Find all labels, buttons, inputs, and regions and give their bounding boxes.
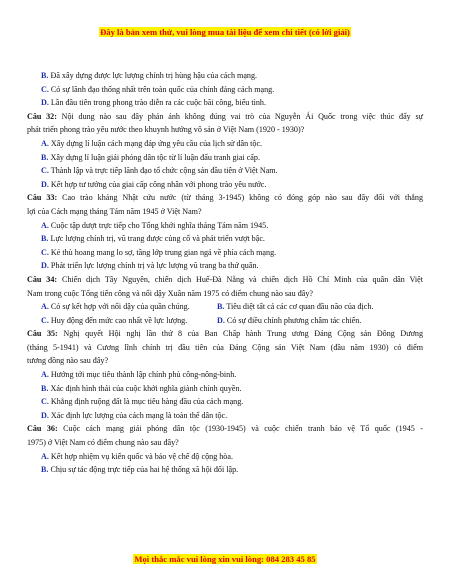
question-34: [27, 273, 423, 287]
option-letter: C.: [41, 397, 49, 407]
option-letter: D.: [41, 410, 49, 420]
question-text-continued: 1975) ở Việt Nam có điểm chung nào sau đây?: [27, 438, 179, 448]
option-text: Xác định lực lượng của cách mạng là toàn thể dân tộc.: [50, 410, 228, 420]
option-text: Khẳng định ruộng đất là mục tiêu hàng đầu của cách mạng.: [50, 397, 244, 407]
option-letter: A.: [41, 138, 49, 148]
option-letter: D.: [217, 315, 225, 325]
option-text: Kết hợp nhiệm vụ kiến quốc và bảo vệ chế độ cộng hòa.: [50, 451, 233, 461]
option-letter: A.: [41, 451, 49, 461]
option-text: Lực lượng chính trị, vũ trang được củng cố và phát triển vượt bậc.: [50, 234, 265, 244]
option-line: [27, 83, 423, 97]
option-line: [27, 219, 423, 233]
option-line: [27, 259, 423, 273]
option-line: [27, 151, 423, 165]
option-line: [27, 382, 423, 396]
option-text: Kẻ thù hoang mang lo sợ, tầng lớp trung gian ngả về phía cách mạng.: [50, 247, 277, 257]
question-label: Câu 32:: [27, 111, 57, 121]
question-label: Câu 36:: [27, 424, 58, 434]
question-text: Chiến dịch Tây Nguyên, chiến dịch Huế-Đà Nẵng và chiến dịch Hồ Chí Minh của quân dân Việt: [61, 274, 423, 284]
option-letter: D.: [41, 261, 49, 271]
option-line: [27, 395, 423, 409]
option-line: [27, 178, 423, 192]
option-letter: B.: [41, 152, 49, 162]
document-body: [27, 69, 423, 477]
option-letter: D.: [41, 179, 49, 189]
option-letter: A.: [41, 302, 49, 312]
option-letter: B.: [41, 71, 49, 80]
preview-notice-text: Đây là bản xem thử, vui lòng mua tài liệu để xem chi tiết (có lời giải): [100, 27, 350, 37]
option-line: [27, 137, 423, 151]
question-text-continued: (tháng 5-1941) và Cương lĩnh chính trị đầu tiên của Đảng Cộng sản Việt Nam (đầu năm 1930) có điểm: [27, 342, 423, 352]
option-line: [27, 450, 423, 464]
option-letter: B.: [41, 383, 49, 393]
option-line: [27, 96, 423, 110]
option-text: Hướng tới mục tiêu thành lập chính phủ công-nông-binh.: [50, 370, 237, 380]
option-letter: C.: [41, 166, 49, 176]
question-text: Cuộc cách mạng giải phóng dân tộc (1930-1945) và cuộc chiến tranh bảo vệ Tổ quốc (1945 -: [63, 424, 423, 434]
option-letter: C.: [41, 247, 49, 257]
option-text: Tiêu diệt tất cả các cơ quan đầu não của địch.: [226, 302, 374, 312]
option-row: [27, 314, 423, 328]
option-line: [27, 69, 423, 83]
option-line: [27, 246, 423, 260]
option-text: Xây dựng lí luận giải phóng dân tộc từ lí luận đấu tranh giai cấp.: [50, 152, 260, 162]
option-text: Xác định hình thái của cuộc khởi nghĩa giành chính quyền.: [50, 383, 242, 393]
option-text: Chịu sự tác động trực tiếp của hai hệ thống xã hội đối lập.: [50, 465, 239, 475]
question-text: Nội dung nào sau đây phản ánh không đúng vai trò của Nguyễn Ái Quốc trong việc thúc đẩy sự: [61, 111, 423, 121]
option-text: Có sự kết hợp với nổi dậy của quần chúng.: [50, 302, 190, 312]
option-line: [27, 463, 423, 477]
option-letter: C.: [41, 84, 49, 94]
option-text: Xây dựng lí luận cách mạng đáp ứng yêu cầu của lịch sử dân tộc.: [50, 138, 263, 148]
option-text: Thành lập và trực tiếp lãnh đạo tổ chức cộng sản đầu tiên ở Việt Nam.: [50, 166, 278, 176]
question-text: Cao trào kháng Nhật cứu nước (từ tháng 3-1945) không có đóng góp nào sau đây đối với thắng: [62, 193, 423, 203]
option-letter: B.: [217, 302, 225, 312]
option-letter: D.: [41, 98, 49, 108]
option-line: [27, 409, 423, 423]
question-label: Câu 35:: [27, 329, 58, 339]
option-text: Đã xây dựng được lực lượng chính trị hùng hậu của cách mạng.: [50, 71, 258, 80]
option-cell: [217, 314, 361, 328]
option-cell: [217, 300, 373, 314]
question-33: [27, 191, 423, 205]
option-text: Cuộc tập dượt trực tiếp cho Tổng khởi nghĩa tháng Tám năm 1945.: [50, 220, 269, 230]
question-text-continued: Nam trong cuộc Tổng tiến công và nổi dậy Xuân năm 1975 có điểm chung nào sau đây?: [27, 288, 313, 298]
option-letter: B.: [41, 234, 49, 244]
question-text-continued: tương đồng nào sau đây?: [27, 356, 109, 366]
option-letter: B.: [41, 465, 49, 475]
option-cell: [41, 314, 217, 328]
option-text: Huy động đến mức cao nhất về lực lượng.: [50, 315, 188, 325]
option-text: Phát triển lực lượng chính trị và lực lượng vũ trang ba thứ quân.: [50, 261, 259, 271]
question-text-continued: lợi của Cách mạng tháng Tám năm 1945 ở Việt Nam?: [27, 206, 202, 216]
question-text-continued: phát triển phong trào yêu nước theo khuynh hướng vô sản ở Việt Nam (1920 - 1930)?: [27, 125, 305, 135]
option-letter: A.: [41, 220, 49, 230]
option-letter: A.: [41, 370, 49, 380]
option-text: Kết hợp tư tưởng của giai cấp công nhân với phong trào yêu nước.: [50, 179, 267, 189]
option-text: Có sự điều chỉnh phương châm tác chiến.: [226, 315, 362, 325]
question-label: Câu 34:: [27, 274, 58, 284]
question-text: Nghị quyết Hội nghị lần thứ 8 của Ban Chấp hành Trung ương Đảng Cộng sản Đông Dương: [63, 329, 423, 339]
option-line: [27, 164, 423, 178]
option-line: [27, 368, 423, 382]
preview-notice-banner: [0, 27, 450, 37]
question-36: [27, 422, 423, 436]
question-label: Câu 33:: [27, 193, 58, 203]
contact-footer-text: Mọi thắc mắc vui lòng xin vui lòng: 084 283 45 85: [134, 554, 316, 564]
option-row: [27, 300, 423, 314]
contact-footer-banner: [0, 554, 450, 564]
option-cell: [41, 300, 217, 314]
option-text: Có sự lãnh đạo thống nhất trên toàn quốc của chính đảng cách mạng.: [50, 84, 275, 94]
option-text: Lần đầu tiên trong phong trào diễn ra các cuộc bãi công, biểu tình.: [50, 98, 266, 108]
question-32: [27, 110, 423, 124]
question-35: [27, 327, 423, 341]
option-line: [27, 232, 423, 246]
option-letter: C.: [41, 315, 49, 325]
